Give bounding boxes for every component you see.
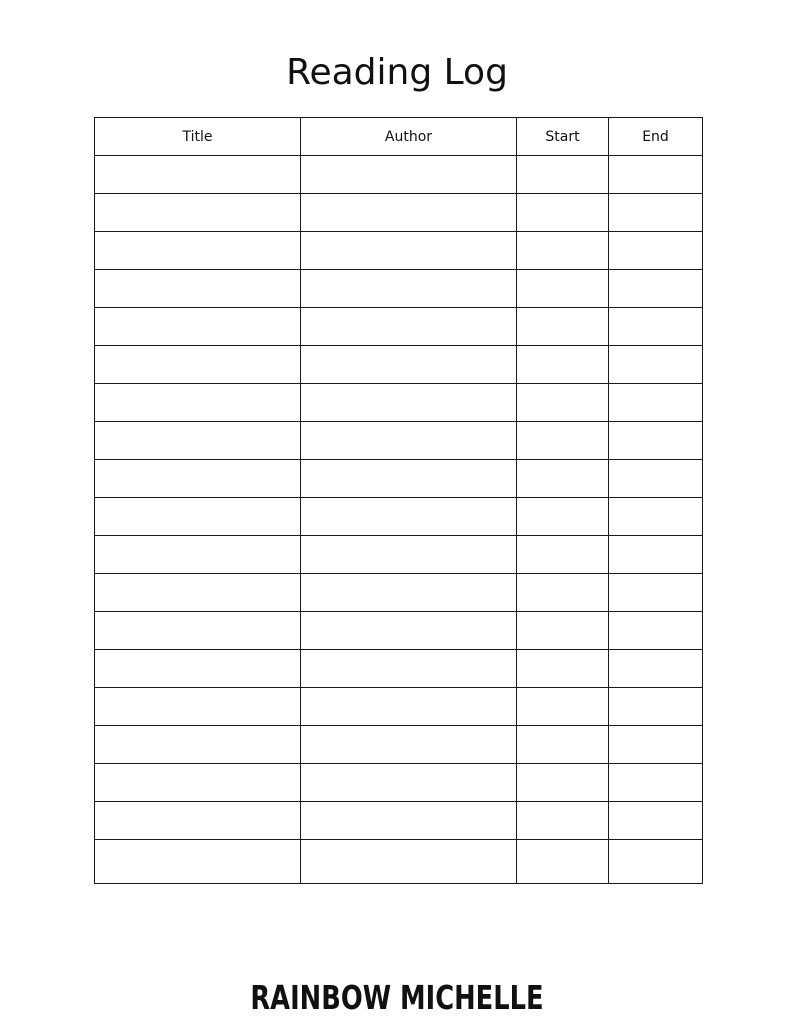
- end-cell[interactable]: [609, 802, 703, 840]
- title-cell[interactable]: [95, 840, 301, 884]
- table-row: [95, 270, 703, 308]
- author-cell[interactable]: [301, 536, 517, 574]
- start-cell[interactable]: [517, 232, 609, 270]
- table-row: [95, 840, 703, 884]
- table-row: [95, 764, 703, 802]
- page-title: Reading Log: [286, 52, 508, 93]
- title-cell[interactable]: [95, 194, 301, 232]
- table-row: [95, 726, 703, 764]
- author-cell[interactable]: [301, 346, 517, 384]
- brand-logo: RAINBOW MICHELLE: [250, 978, 544, 1017]
- author-cell[interactable]: [301, 384, 517, 422]
- table-row: [95, 422, 703, 460]
- end-cell[interactable]: [609, 612, 703, 650]
- title-cell[interactable]: [95, 308, 301, 346]
- table-body: [95, 156, 703, 884]
- table-row: [95, 688, 703, 726]
- start-cell[interactable]: [517, 764, 609, 802]
- end-cell[interactable]: [609, 574, 703, 612]
- end-cell[interactable]: [609, 726, 703, 764]
- start-cell[interactable]: [517, 308, 609, 346]
- title-cell[interactable]: [95, 346, 301, 384]
- start-cell[interactable]: [517, 384, 609, 422]
- end-cell[interactable]: [609, 194, 703, 232]
- title-cell[interactable]: [95, 422, 301, 460]
- author-cell[interactable]: [301, 726, 517, 764]
- title-cell[interactable]: [95, 764, 301, 802]
- author-cell[interactable]: [301, 802, 517, 840]
- start-cell[interactable]: [517, 612, 609, 650]
- author-cell[interactable]: [301, 270, 517, 308]
- column-header-author: Author: [301, 118, 517, 156]
- end-cell[interactable]: [609, 156, 703, 194]
- start-cell[interactable]: [517, 194, 609, 232]
- table-row: [95, 194, 703, 232]
- author-cell[interactable]: [301, 764, 517, 802]
- table-row: [95, 802, 703, 840]
- title-cell[interactable]: [95, 612, 301, 650]
- table-row: [95, 612, 703, 650]
- title-cell[interactable]: [95, 688, 301, 726]
- start-cell[interactable]: [517, 346, 609, 384]
- author-cell[interactable]: [301, 612, 517, 650]
- title-cell[interactable]: [95, 232, 301, 270]
- table-row: [95, 460, 703, 498]
- table-row: [95, 498, 703, 536]
- end-cell[interactable]: [609, 346, 703, 384]
- table-row: [95, 156, 703, 194]
- table-row: [95, 574, 703, 612]
- author-cell[interactable]: [301, 498, 517, 536]
- title-cell[interactable]: [95, 536, 301, 574]
- title-cell[interactable]: [95, 384, 301, 422]
- column-header-start: Start: [517, 118, 609, 156]
- table-row: [95, 308, 703, 346]
- table-row: [95, 536, 703, 574]
- author-cell[interactable]: [301, 840, 517, 884]
- author-cell[interactable]: [301, 232, 517, 270]
- end-cell[interactable]: [609, 232, 703, 270]
- title-cell[interactable]: [95, 156, 301, 194]
- end-cell[interactable]: [609, 764, 703, 802]
- start-cell[interactable]: [517, 840, 609, 884]
- author-cell[interactable]: [301, 688, 517, 726]
- end-cell[interactable]: [609, 422, 703, 460]
- end-cell[interactable]: [609, 308, 703, 346]
- author-cell[interactable]: [301, 574, 517, 612]
- title-cell[interactable]: [95, 650, 301, 688]
- start-cell[interactable]: [517, 498, 609, 536]
- end-cell[interactable]: [609, 536, 703, 574]
- author-cell[interactable]: [301, 194, 517, 232]
- start-cell[interactable]: [517, 270, 609, 308]
- title-cell[interactable]: [95, 574, 301, 612]
- table-row: [95, 346, 703, 384]
- start-cell[interactable]: [517, 574, 609, 612]
- title-cell[interactable]: [95, 270, 301, 308]
- table-header-row: [95, 118, 703, 156]
- end-cell[interactable]: [609, 688, 703, 726]
- author-cell[interactable]: [301, 422, 517, 460]
- author-cell[interactable]: [301, 308, 517, 346]
- title-cell[interactable]: [95, 460, 301, 498]
- title-cell[interactable]: [95, 726, 301, 764]
- start-cell[interactable]: [517, 422, 609, 460]
- table-row: [95, 232, 703, 270]
- end-cell[interactable]: [609, 650, 703, 688]
- end-cell[interactable]: [609, 840, 703, 884]
- column-header-title: Title: [95, 118, 301, 156]
- author-cell[interactable]: [301, 460, 517, 498]
- title-cell[interactable]: [95, 802, 301, 840]
- end-cell[interactable]: [609, 460, 703, 498]
- start-cell[interactable]: [517, 156, 609, 194]
- start-cell[interactable]: [517, 802, 609, 840]
- author-cell[interactable]: [301, 156, 517, 194]
- start-cell[interactable]: [517, 536, 609, 574]
- end-cell[interactable]: [609, 498, 703, 536]
- title-cell[interactable]: [95, 498, 301, 536]
- author-cell[interactable]: [301, 650, 517, 688]
- start-cell[interactable]: [517, 726, 609, 764]
- start-cell[interactable]: [517, 688, 609, 726]
- reading-log-table: [94, 117, 703, 884]
- start-cell[interactable]: [517, 460, 609, 498]
- start-cell[interactable]: [517, 650, 609, 688]
- table-row: [95, 650, 703, 688]
- end-cell[interactable]: [609, 270, 703, 308]
- end-cell[interactable]: [609, 384, 703, 422]
- table-row: [95, 384, 703, 422]
- column-header-end: End: [609, 118, 703, 156]
